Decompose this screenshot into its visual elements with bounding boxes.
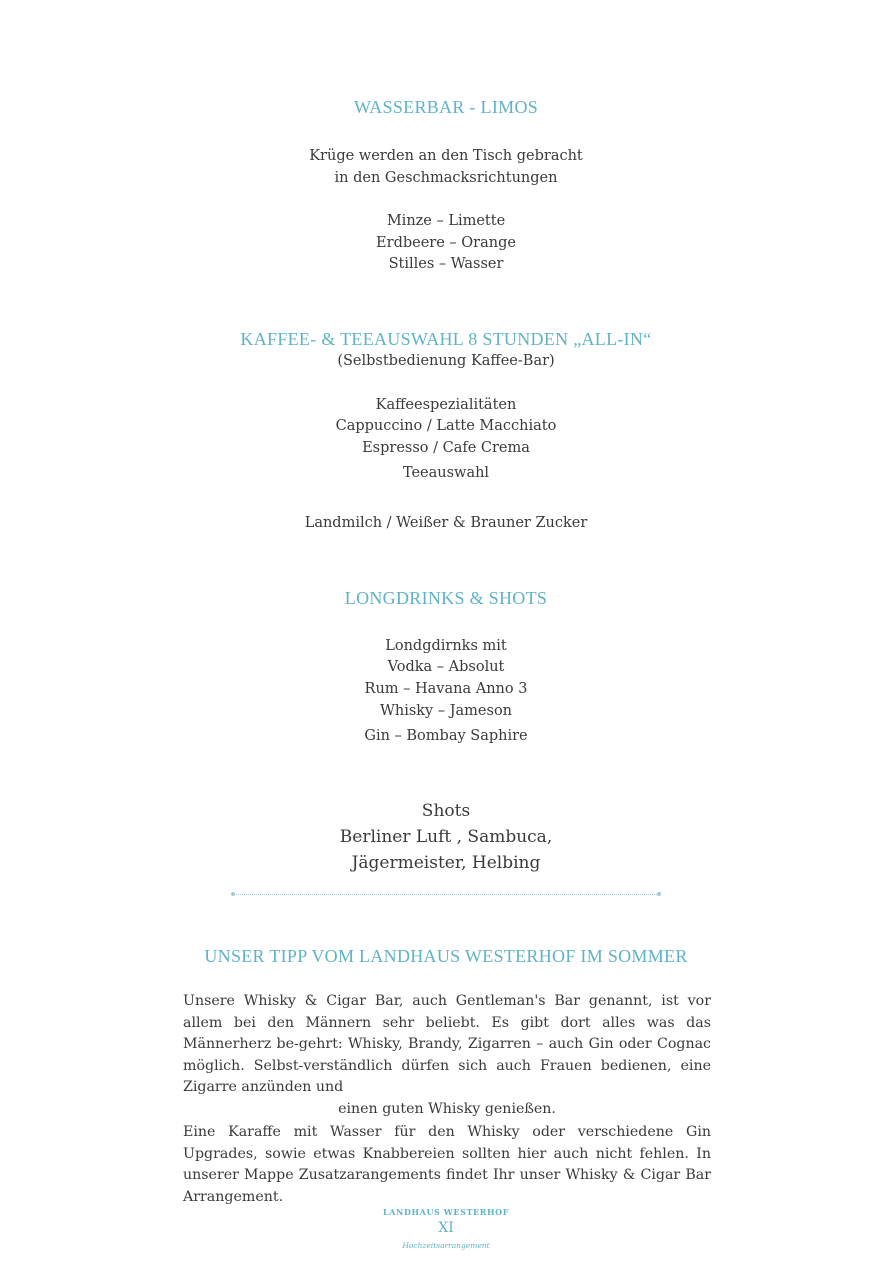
longdrinks-item: Londgdirnks mit xyxy=(385,638,507,654)
wasserbar-intro-line: Krüge werden an den Tisch gebracht xyxy=(309,148,583,164)
tipp-paragraph-2: Eine Karaffe mit Wasser für den Whisky oder verschiedene Gin Upgrades, sowie etwas Knabbereien sollten hier auch nicht fehlen. In unserer Mappe Zusatzarangements findet Ihr unser Whisky & Cigar Bar Arrangement. xyxy=(183,1124,711,1205)
tipp-paragraph-text: Unsere Whisky & Cigar Bar, auch Gentleman's Bar genannt, ist vor allem bei den Männern sehr beliebt. Es gibt dort alles was das Männerherz be-gehrt: Whisky, Brandy, Zigarren – auch Gin oder Cognac möglich. Selbst-verständlich dürfen sich auch Frauen bedienen, eine Zigarre anzünden und xyxy=(183,993,711,1096)
shots-line: Jägermeister, Helbing xyxy=(351,853,541,873)
kaffee-item: Teeauswahl xyxy=(402,465,490,481)
kaffee-subtitle: (Selbstbedienung Kaffee-Bar) xyxy=(337,353,555,369)
wasserbar-intro-line: in den Geschmacksrichtungen xyxy=(334,170,558,186)
longdrinks-item: Gin – Bombay Saphire xyxy=(364,728,528,744)
shots-line: Shots xyxy=(421,801,471,821)
wasserbar-item: Stilles – Wasser xyxy=(388,256,504,272)
section-divider xyxy=(233,894,659,896)
longdrinks-item: Vodka – Absolut xyxy=(387,659,505,675)
wasserbar-item: Erdbeere – Orange xyxy=(376,235,516,251)
tipp-paragraph-last-line: einen guten Whisky genießen. xyxy=(338,1100,556,1117)
tipp-heading: UNSER TIPP VOM LANDHAUS WESTERHOF IM SOMMER xyxy=(204,946,688,966)
longdrinks-heading: LONGDRINKS & SHOTS xyxy=(344,588,548,608)
shots-line: Berliner Luft , Sambuca, xyxy=(339,827,553,847)
footer-brand: LANDHAUS WESTERHOF xyxy=(383,1207,509,1217)
kaffee-item: Cappuccino / Latte Macchiato xyxy=(335,418,557,434)
longdrinks-item: Whisky – Jameson xyxy=(379,703,513,719)
kaffee-item: Kaffeespezialitäten xyxy=(375,397,517,413)
kaffee-heading: KAFFEE- & TEEAUSWAHL 8 STUNDEN „ALL-IN“ xyxy=(240,329,652,349)
wasserbar-heading: WASSERBAR - LIMOS xyxy=(353,97,539,117)
tipp-paragraph xyxy=(183,991,711,1121)
footer-subtitle: Hochzeitsarrangement xyxy=(402,1241,490,1250)
wasserbar-item: Minze – Limette xyxy=(386,213,506,229)
kaffee-item: Espresso / Cafe Crema xyxy=(362,440,530,456)
kaffee-extra: Landmilch / Weißer & Brauner Zucker xyxy=(304,515,588,531)
footer-page-number: XI xyxy=(438,1220,454,1236)
longdrinks-item: Rum – Havana Anno 3 xyxy=(364,681,528,697)
